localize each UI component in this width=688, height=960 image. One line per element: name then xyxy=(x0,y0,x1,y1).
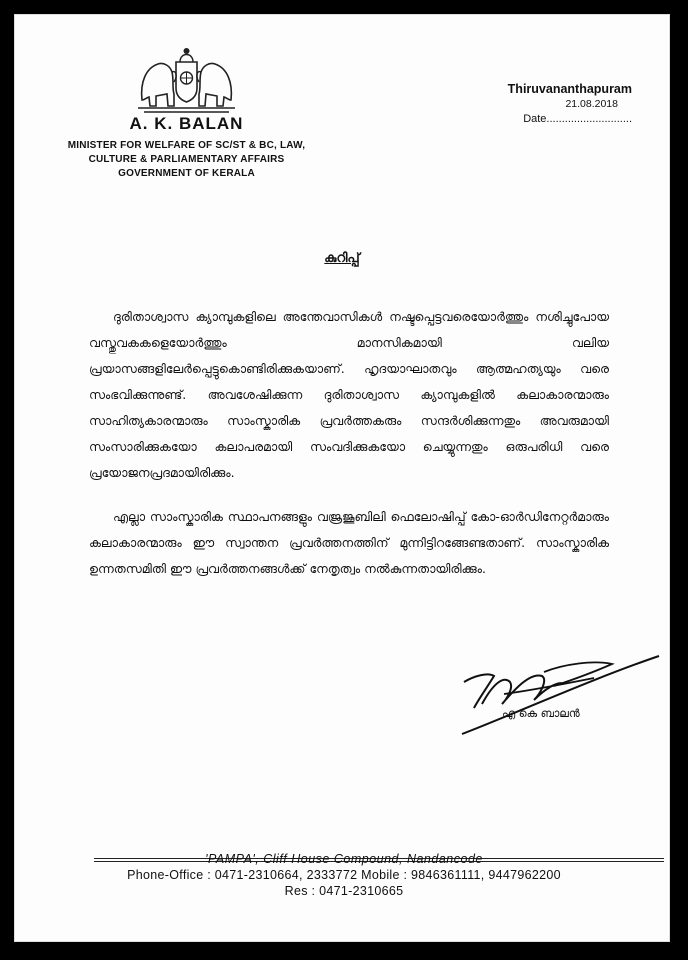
body-paragraph: ദുരിതാശ്വാസ ക്യാമ്പുകളിലെ അന്തേവാസികൾ നഷ്ടപ്പെട്ടവരെയോർത്തും നശിച്ചുപോയ വസ്തുവകകളെയോർത്തും മാനസികമായി വലിയ പ്രയാസങ്ങളിലേർപ്പെട്ടുകൊണ്ടിരിക്കുകയാണ്. ഹൃദയാഘാതവും ആത്മഹത്യയും വരെ സംഭവിക്കുന്നുണ്ട്. അവശേഷിക്കുന്ന ദുരിതാശ്വാസ ക്യാമ്പുകളിൽ കലാകാരന്മാരും സാഹിത്യകാരന്മാരും സാംസ്കാരിക പ്രവർത്തകരും സന്ദർശിക്കുന്നതും അവരുമായി സംസാരിക്കുകയോ കലാപരമായി സംവദിക്കുകയോ ചെയ്യുന്നതും ഒരുപരിധി വരെ പ്രയോജനപ്രദമായിരിക്കും. xyxy=(89,308,609,480)
date-value: 21.08.2018 xyxy=(565,98,618,110)
footer-address: 'PAMPA', Cliff House Compound, Nandancode xyxy=(205,852,483,866)
footer-phone: Phone-Office : 0471-2310664, 2333772 Mobile : 9846361111, 9447962200 xyxy=(127,868,561,882)
designation-line: CULTURE & PARLIAMENTARY AFFAIRS xyxy=(88,154,285,165)
body-paragraph: എല്ലാ സാംസ്കാരിക സ്ഥാപനങ്ങളും വജ്രജൂബിലി ഫെലോഷിപ്പ് കോ-ഓർഡിനേറ്റർമാരും കലാകാരന്മാരും ഈ സ്വാന്തന പ്രവർത്തനത്തിന് മുന്നിട്ടിറങ്ങേണ്ടതാണ്. സാംസ്കാരിക ഉന്നതസമിതി ഈ പ്രവർത്തനങ്ങൾക്ക് നേതൃത്വം നൽകുന്നതായിരിക്കും. xyxy=(89,508,609,576)
place: Thiruvananthapuram xyxy=(507,82,632,96)
letterhead-name: A. K. BALAN xyxy=(129,114,244,133)
designation-line: GOVERNMENT OF KERALA xyxy=(118,168,255,179)
signature-icon xyxy=(444,642,664,737)
letter-page xyxy=(14,14,670,942)
signer-name: എ കെ ബാലൻ xyxy=(502,707,580,720)
date-label: Date............................ xyxy=(523,113,632,125)
footer-residence-phone: Res : 0471-2310665 xyxy=(284,884,404,898)
letterhead-designation xyxy=(14,139,359,181)
designation-line: MINISTER FOR WELFARE OF SC/ST & BC, LAW, xyxy=(67,140,306,151)
kerala-emblem-icon xyxy=(134,42,239,120)
document-heading: കുറിപ്പ് xyxy=(324,251,360,266)
